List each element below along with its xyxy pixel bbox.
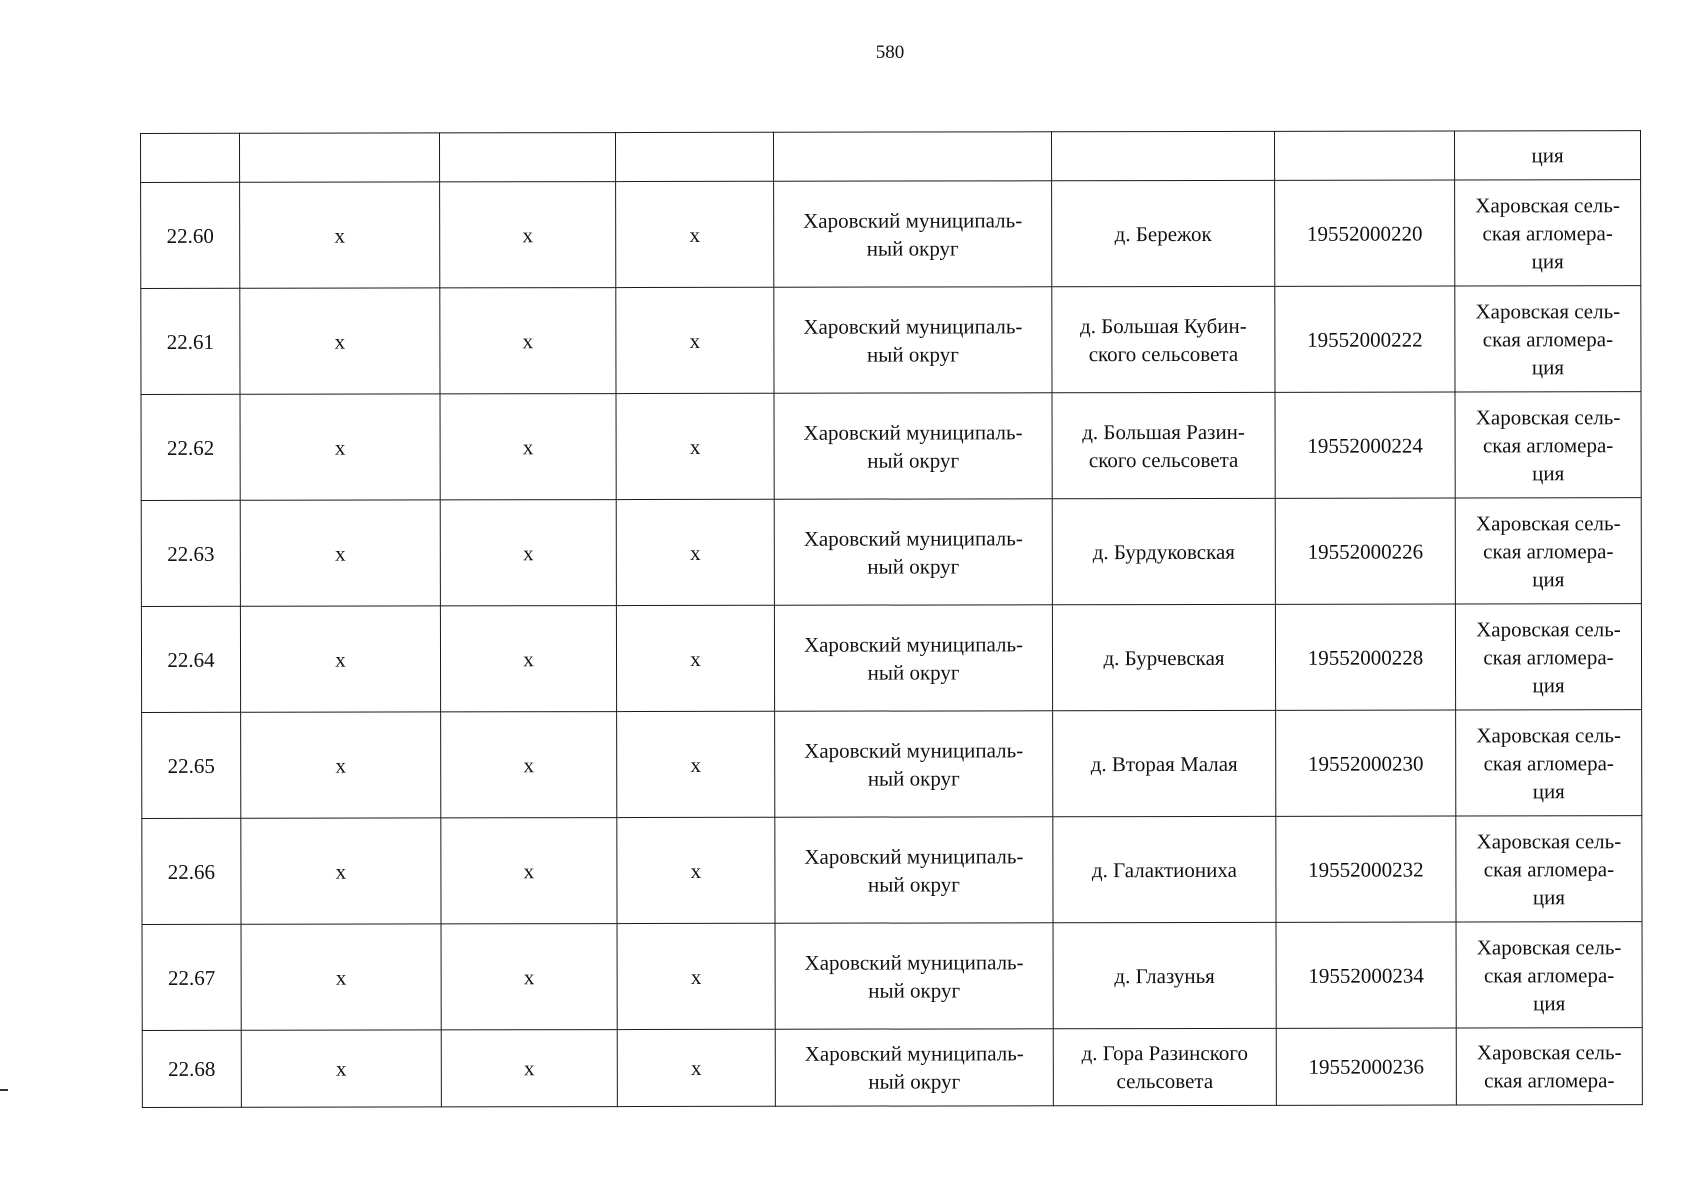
x-mark-cell: х [616,181,774,287]
code-cell: 19552000232 [1276,816,1456,922]
x-mark-cell: х [241,1030,441,1107]
agglomeration-cell: Харовская сель- ская агломера- ция [1455,180,1641,286]
table-row [141,286,1641,395]
row-number-cell: 22.63 [141,500,240,606]
x-mark-cell: х [617,817,775,923]
scan-edge-mark [0,1089,8,1091]
row-number-cell: 22.61 [141,288,240,394]
settlements-table [140,130,1643,1108]
row-number-cell: 22.68 [142,1030,241,1107]
settlement-cell: д. Глазунья [1053,922,1276,1028]
district-cell: Харовский муниципаль- ный округ [774,287,1052,394]
settlement-cell: д. Бурдуковская [1052,498,1275,604]
agglomeration-cell: Харовская сель- ская агломера- ция [1456,710,1642,816]
agglomeration-cell: Харовская сель- ская агломера- ция [1455,392,1641,498]
table-row [142,816,1642,925]
row-number-cell: 22.60 [141,182,240,288]
district-cell: Харовский муниципаль- ный округ [774,605,1052,712]
code-cell: 19552000230 [1276,710,1456,816]
code-cell: 19552000222 [1275,286,1455,392]
x-mark-cell: х [241,818,441,924]
table-row [142,922,1642,1031]
district-cell: Харовский муниципаль- ный округ [775,711,1053,818]
district-cell: Харовский муниципаль- ный округ [775,1029,1053,1107]
code-cell: 19552000226 [1275,498,1455,604]
x-mark-cell: х [440,394,616,500]
agglomeration-cell: Харовская сель- ская агломера- ция [1455,498,1641,604]
table-row [141,604,1641,713]
x-mark-cell: х [440,288,616,394]
x-mark-cell: х [617,711,775,817]
x-mark-cell: х [617,1029,775,1106]
x-mark-cell: х [241,924,441,1030]
x-mark-cell: х [240,182,440,288]
row-number-cell: 22.64 [141,606,240,712]
row-number-cell: 22.67 [142,924,241,1030]
x-mark-cell: х [441,1030,617,1107]
agglomeration-cell: Харовская сель- ская агломера- ция [1455,286,1641,392]
district-cell: Харовский муниципаль- ный округ [775,923,1053,1030]
code-cell: 19552000234 [1276,922,1456,1028]
code-cell: 19552000236 [1276,1028,1456,1105]
code-cell: 19552000224 [1275,392,1455,498]
x-mark-cell: х [241,712,441,818]
code-cell: 19552000228 [1275,604,1455,710]
x-mark-cell: х [240,606,440,712]
district-cell: Харовский муниципаль- ный округ [775,817,1053,924]
x-mark-cell: х [440,606,616,712]
agglomeration-cell: Харовская сель- ская агломера- [1456,1028,1642,1105]
settlement-cell: д. Большая Кубин- ского сельсовета [1052,286,1275,392]
header-cell [1274,131,1454,180]
x-mark-cell: х [616,287,774,393]
x-mark-cell: х [440,500,616,606]
district-cell: Харовский муниципаль- ный округ [774,393,1052,500]
row-number-cell: 22.65 [142,712,241,818]
agglomeration-cell: Харовская сель- ская агломера- ция [1456,816,1642,922]
settlement-cell: д. Большая Разин- ского сельсовета [1052,392,1275,498]
x-mark-cell: х [617,923,775,1029]
district-cell: Харовский муниципаль- ный округ [774,181,1052,288]
table-header-continuation-row [141,131,1641,183]
agglomeration-cell: Харовская сель- ская агломера- ция [1455,604,1641,710]
settlement-cell: д. Галактиониха [1053,816,1276,922]
settlement-cell: д. Бережок [1052,180,1275,286]
header-cell [1051,131,1274,180]
table-row [142,1028,1642,1108]
table-row [141,498,1641,607]
header-cell [440,133,616,182]
page-number: 580 [875,42,905,63]
row-number-cell: 22.62 [141,394,240,500]
x-mark-cell: х [240,500,440,606]
district-cell: Харовский муниципаль- ный округ [774,499,1052,606]
header-cell [616,132,774,181]
table-row [141,392,1641,501]
settlement-cell: д. Гора Разинского сельсовета [1053,1028,1276,1105]
x-mark-cell: х [616,605,774,711]
x-mark-cell: х [240,288,440,394]
x-mark-cell: х [441,818,617,924]
header-cell [240,133,440,182]
settlement-cell: д. Вторая Малая [1053,710,1276,816]
x-mark-cell: х [616,393,774,499]
agglomeration-cell: Харовская сель- ская агломера- ция [1456,922,1642,1028]
settlement-cell: д. Бурчевская [1052,604,1275,710]
x-mark-cell: х [616,499,774,605]
header-agglomeration-continuation: ция [1454,131,1640,180]
x-mark-cell: х [240,394,440,500]
table-row [141,180,1641,289]
x-mark-cell: х [440,182,616,288]
code-cell: 19552000220 [1275,180,1455,286]
x-mark-cell: х [441,924,617,1030]
table-row [142,710,1642,819]
header-cell [773,132,1051,182]
header-cell [141,133,240,182]
row-number-cell: 22.66 [142,818,241,924]
x-mark-cell: х [441,712,617,818]
